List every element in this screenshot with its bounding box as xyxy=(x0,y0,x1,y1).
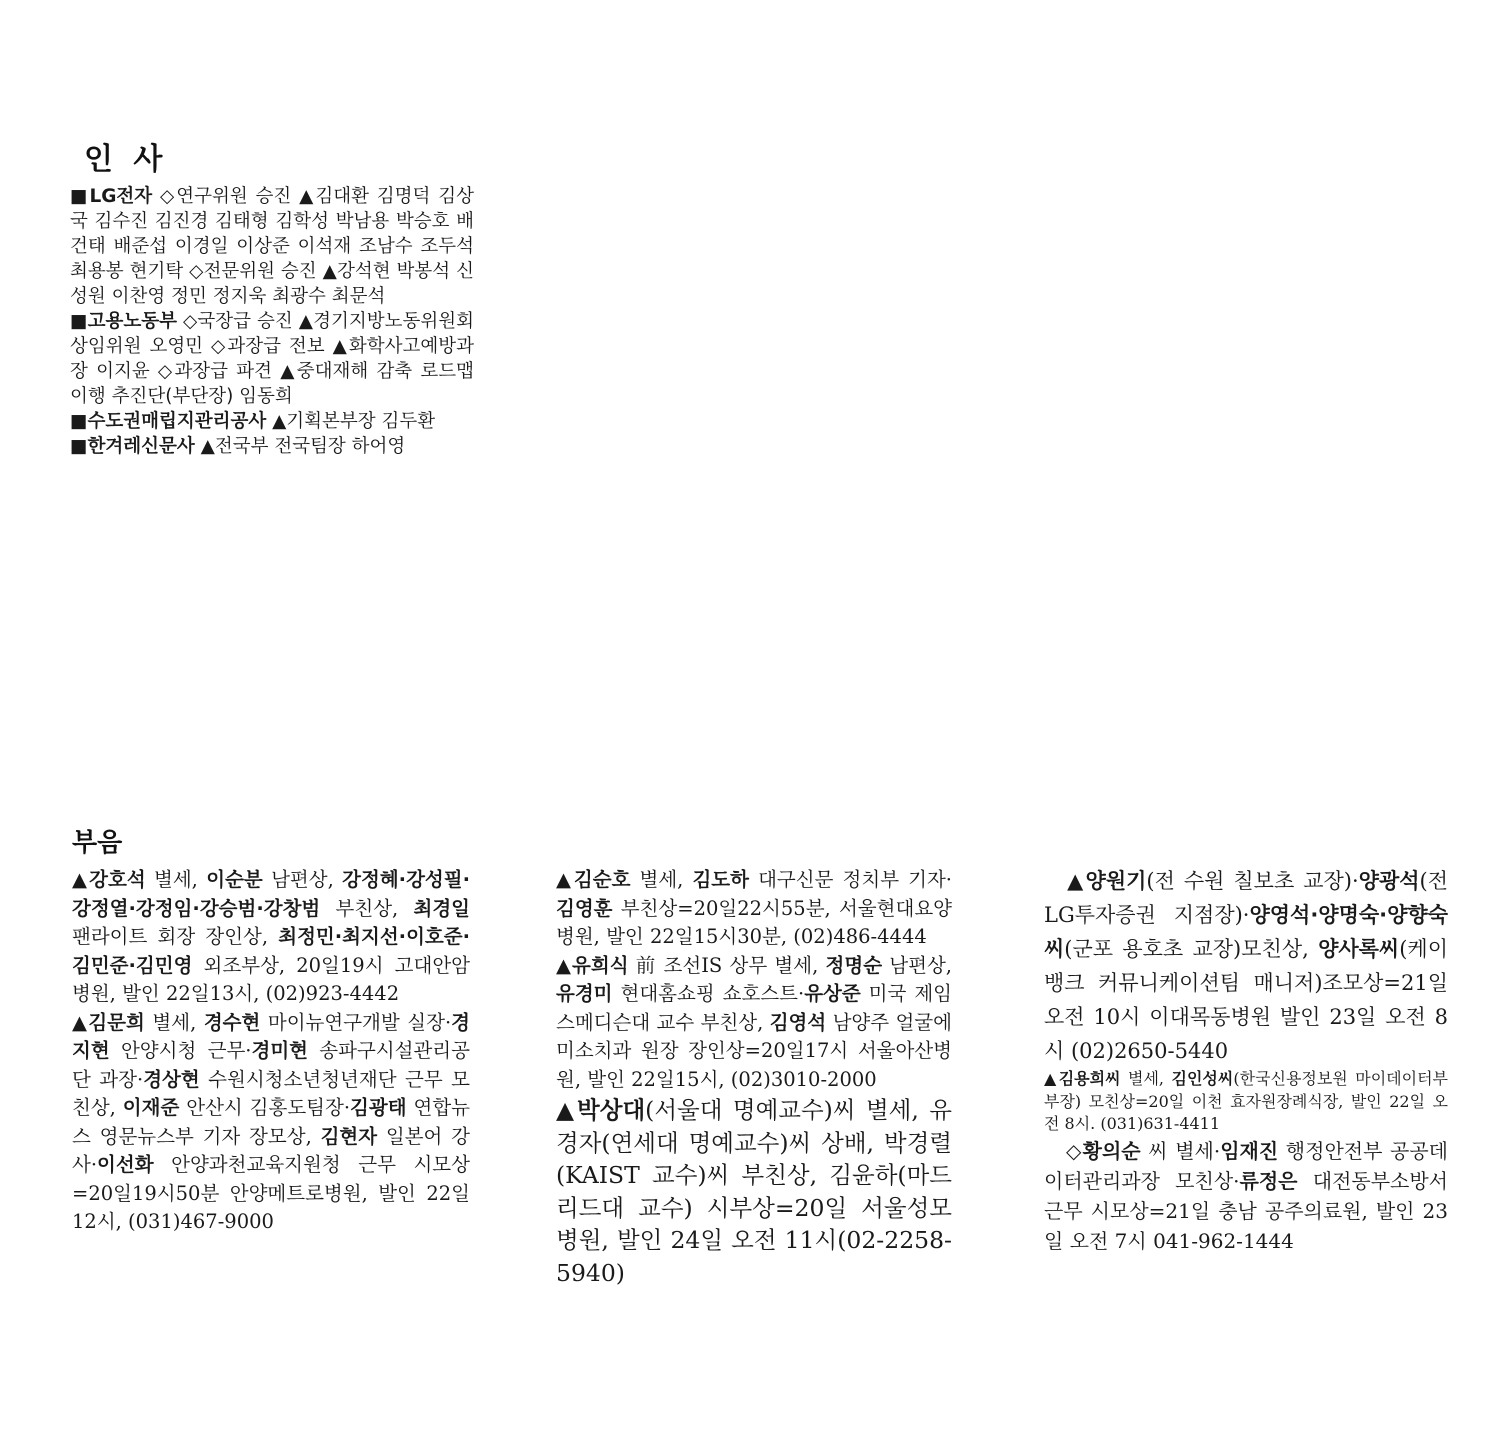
obituary-text: (전 수원 칠보초 교장)· xyxy=(1146,869,1359,893)
obituary-entry xyxy=(1044,864,1448,1068)
obituary-text: (전 LG투자증권 지점장)· xyxy=(1044,869,1449,927)
obituary-name: ▲박상대 xyxy=(556,1096,646,1124)
obituary-entry xyxy=(72,1009,470,1237)
obituary-entry xyxy=(556,1094,952,1289)
obituary-text: 남양주 얼굴에미소치과 원장 장인상=20일17시 서울아산병원, 발인 22일15시, (02)3010-2000 xyxy=(556,1010,952,1091)
personnel-text: ◇연구위원 승진 ▲김대환 김명덕 김상국 김수진 김진경 김태형 김학성 박남용 박승호 배건태 배준섭 이경일 이상준 이석재 조남수 조두석 최용봉 현기탁 ◇전문위원 승진 ▲강석현 박봉석 신성원 이찬영 정민 정지욱 최광수 최문석 xyxy=(70,186,474,307)
obituary-name: 경상현 xyxy=(143,1067,200,1091)
obituary-column-2 xyxy=(556,866,952,1289)
obituary-name: ◇황의순 xyxy=(1066,1138,1141,1163)
obituary-text: 연합뉴스 영문뉴스부 기자 장모상, xyxy=(72,1096,470,1148)
obituary-name: 유경미 xyxy=(556,982,613,1005)
obituary-text: 안양시청 근무· xyxy=(109,1039,252,1062)
obituary-text: 남편상, xyxy=(882,953,952,977)
obituary-text: 현대홈쇼핑 쇼호스트· xyxy=(612,982,805,1005)
obituary-name: 이재준 xyxy=(122,1096,180,1119)
obituary-text: 행정안전부 공공데이터관리과장 모친상· xyxy=(1044,1138,1448,1193)
obituary-text: 일본어 강사· xyxy=(72,1124,471,1176)
obituary-name: 류정은 xyxy=(1239,1168,1298,1193)
personnel-list xyxy=(70,184,474,459)
obituary-name: 강정혜·강성필·강정열·강정임·강승범·강창범 xyxy=(72,868,470,920)
obituary-name: ▲김용희씨 xyxy=(1044,1069,1121,1088)
obituary-text: 별세, xyxy=(630,868,693,891)
obituary-text: 수원시청소년청년재단 근무 모친상, xyxy=(72,1067,470,1119)
obituary-name: 경수현 xyxy=(203,1010,261,1034)
personnel-org: ■고용노동부 xyxy=(70,311,177,332)
obituary-name: 경지현 xyxy=(72,1010,470,1062)
personnel-entry xyxy=(70,184,474,309)
obituary-name: 정명순 xyxy=(825,953,883,977)
personnel-org: ■수도권매립지관리공사 xyxy=(70,411,267,432)
obituary-name: ▲강호석 xyxy=(72,868,146,891)
obituary-text: 별세, xyxy=(145,868,207,891)
obituary-text: 송파구시설관리공단 과장· xyxy=(72,1039,470,1091)
obituary-entry xyxy=(72,866,470,1009)
obituary-column-3 xyxy=(1044,864,1448,1256)
obituary-name: 김영훈 xyxy=(556,896,613,920)
obituary-name: 김광태 xyxy=(350,1096,407,1119)
obituary-text: 별세, xyxy=(144,1010,204,1034)
obituary-text: 씨 별세· xyxy=(1140,1138,1221,1163)
obituary-name: 최경일 xyxy=(413,896,470,920)
obituary-text: (한국신용정보원 마이데이터부 부장) 모친상=20일 이천 효자원장례식장, 발인 22일 오전 8시. (031)631-4411 xyxy=(1044,1069,1448,1133)
obituary-text: (케이뱅크 커뮤니케이션팀 매니저)조모상=21일 오전 10시 이대목동병원 발인 23일 오전 8시 (02)2650-5440 xyxy=(1044,937,1448,1063)
personnel-title: 인 사 xyxy=(84,142,168,177)
obituary-name: 이순분 xyxy=(206,868,263,891)
obituary-name: 김도하 xyxy=(692,868,749,891)
obituary-name: ▲유희식 xyxy=(556,953,629,977)
obituary-name: 양영석·양명숙·양향숙씨 xyxy=(1044,903,1448,961)
obituary-text: 별세, xyxy=(1120,1069,1172,1088)
obituary-name: 김현자 xyxy=(320,1124,378,1148)
obituary-name: 이선화 xyxy=(97,1153,154,1176)
personnel-text: ◇국장급 승진 ▲경기지방노동위원회 상임위원 오영민 ◇과장급 전보 ▲화학사고예방과장 이지윤 ◇과장급 파견 ▲중대재해 감축 로드맵 이행 추진단(부단장) 임동희 xyxy=(70,311,474,407)
personnel-entry xyxy=(70,434,474,459)
obituary-text: (서울대 명예교수)씨 별세, 유경자(연세대 명예교수)씨 상배, 박경렬(KAIST 교수)씨 부친상, 김윤하(마드리드대 교수) 시부상=20일 서울성모병원, 발인 24일 오전 11시(02-2258-5940) xyxy=(556,1096,952,1287)
obituary-entry xyxy=(1044,1068,1448,1136)
obituary-name: ▲김순호 xyxy=(556,868,631,891)
obituary-text: 前 조선IS 상무 별세, xyxy=(628,953,826,977)
obituary-entry xyxy=(1044,1136,1448,1256)
obituary-name: 김영석 xyxy=(769,1010,827,1034)
obituary-text: 미국 제임스메디슨대 교수 부친상, xyxy=(556,982,952,1034)
obituary-column-1 xyxy=(72,866,470,1237)
obituary-text: 외조부상, 20일19시 고대안암병원, 발인 22일13시, (02)923-4442 xyxy=(72,953,470,1005)
obituary-text: (군포 용호초 교장)모친상, xyxy=(1064,937,1319,961)
personnel-org: ■한겨레신문사 xyxy=(70,436,195,457)
obituary-text: 대전동부소방서 근무 시모상=21일 충남 공주의료원, 발인 23일 오전 7시 041-962-1444 xyxy=(1044,1168,1448,1253)
personnel-entry xyxy=(70,309,474,409)
personnel-entry xyxy=(70,409,474,434)
obituary-title: 부음 xyxy=(72,828,123,858)
obituary-text: 대구신문 정치부 기자· xyxy=(748,868,952,891)
obituary-text: 부친상, xyxy=(320,896,414,920)
obituary-entry xyxy=(556,866,952,952)
obituary-text: 안산시 김홍도팀장· xyxy=(179,1096,351,1119)
obituary-name: ▲양원기 xyxy=(1067,869,1147,893)
obituary-name: 김인성씨 xyxy=(1171,1069,1234,1088)
obituary-name: 유상준 xyxy=(804,982,861,1005)
obituary-name: ▲김문희 xyxy=(72,1010,145,1034)
obituary-text: 부친상=20일22시55분, 서울현대요양병원, 발인 22일15시30분, (02)486-4444 xyxy=(556,896,952,948)
personnel-text: ▲전국부 전국팀장 하어영 xyxy=(194,436,406,457)
obituary-text: 팬라이트 회장 장인상, xyxy=(72,925,279,948)
personnel-org: ■LG전자 xyxy=(70,186,153,207)
obituary-name: 임재진 xyxy=(1220,1138,1279,1163)
obituary-text: 남편상, xyxy=(262,868,343,891)
obituary-name: 양사록씨 xyxy=(1318,937,1400,961)
obituary-text: 마이뉴연구개발 실장· xyxy=(260,1010,452,1034)
obituary-name: 최정민·최지선·이호준·김민준·김민영 xyxy=(72,925,470,977)
personnel-text: ▲기획본부장 김두환 xyxy=(266,411,436,432)
obituary-name: 경미현 xyxy=(251,1039,308,1062)
obituary-text: 안양과천교육지원청 근무 시모상=20일19시50분 안양메트로병원, 발인 22일12시, (031)467-9000 xyxy=(72,1153,470,1233)
obituary-name: 양광석 xyxy=(1358,869,1420,893)
obituary-entry xyxy=(556,952,952,1095)
